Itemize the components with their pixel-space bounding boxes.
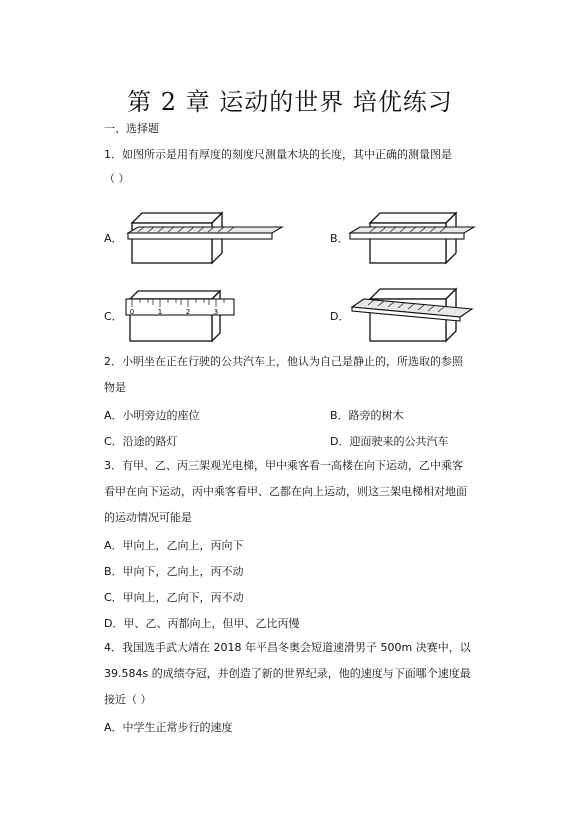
q1-stem-line1: 1．如图所示是用有厚度的刻度尺测量木块的长度，其中正确的测量图是	[104, 148, 452, 161]
q4-stem-line1: 4．我国选手武大靖在 2018 年平昌冬奥会短道速滑男子 500m 决赛中，以	[104, 641, 471, 654]
section-heading: 一、选择题	[104, 122, 159, 135]
q1-figure-b	[348, 205, 478, 267]
q1-option-c-label: C．	[104, 310, 123, 323]
q2-option-c: C．沿途的路灯	[104, 435, 178, 448]
page-title: 第 2 章 运动的世界 培优练习	[127, 88, 453, 116]
ruler-tick-label-3: 3	[213, 308, 219, 316]
q3-stem-line1: 3．有甲、乙、丙三架观光电梯，甲中乘客看一高楼在向下运动，乙中乘客	[104, 459, 463, 472]
q3-option-a: A．甲向上，乙向上，丙向下	[104, 539, 244, 552]
q3-stem-line3: 的运动情况可能是	[104, 511, 192, 524]
ruler-tick-label-1: 1	[157, 308, 163, 316]
q1-figure-c	[124, 285, 244, 349]
q1-figure-d	[348, 283, 478, 349]
q1-option-d-label: D．	[330, 310, 350, 323]
q3-stem-line2: 看甲在向下运动，丙中乘客看甲、乙都在向上运动，则这三架电梯相对地面	[104, 485, 467, 498]
q1-figure-a	[124, 205, 284, 267]
q2-option-a: A．小明旁边的座位	[104, 409, 200, 422]
q2-option-b: B．路旁的树木	[330, 409, 404, 422]
ruler-tick-label-2: 2	[185, 308, 191, 316]
q2-stem-line1: 2．小明坐在正在行驶的公共汽车上，他认为自己是静止的，所选取的参照	[104, 355, 463, 368]
ruler-tick-label-0: 0	[129, 308, 135, 316]
q3-option-d: D．甲、乙、丙都向上，但甲、乙比丙慢	[104, 617, 300, 630]
q4-stem-line3: 接近（ ）	[104, 693, 152, 706]
q1-option-b-label: B．	[330, 232, 349, 245]
q2-option-d: D．迎面驶来的公共汽车	[330, 435, 449, 448]
q1-option-a-label: A．	[104, 232, 123, 245]
q2-stem-line2: 物是	[104, 381, 126, 394]
q1-stem-line2: （ ）	[104, 172, 130, 185]
q3-option-c: C．甲向上，乙向下，丙不动	[104, 591, 244, 604]
q4-option-a: A．中学生正常步行的速度	[104, 721, 233, 734]
q3-option-b: B．甲向下，乙向上，丙不动	[104, 565, 244, 578]
q4-stem-line2: 39.584s 的成绩夺冠，并创造了新的世界纪录，他的速度与下面哪个速度最	[104, 667, 471, 680]
